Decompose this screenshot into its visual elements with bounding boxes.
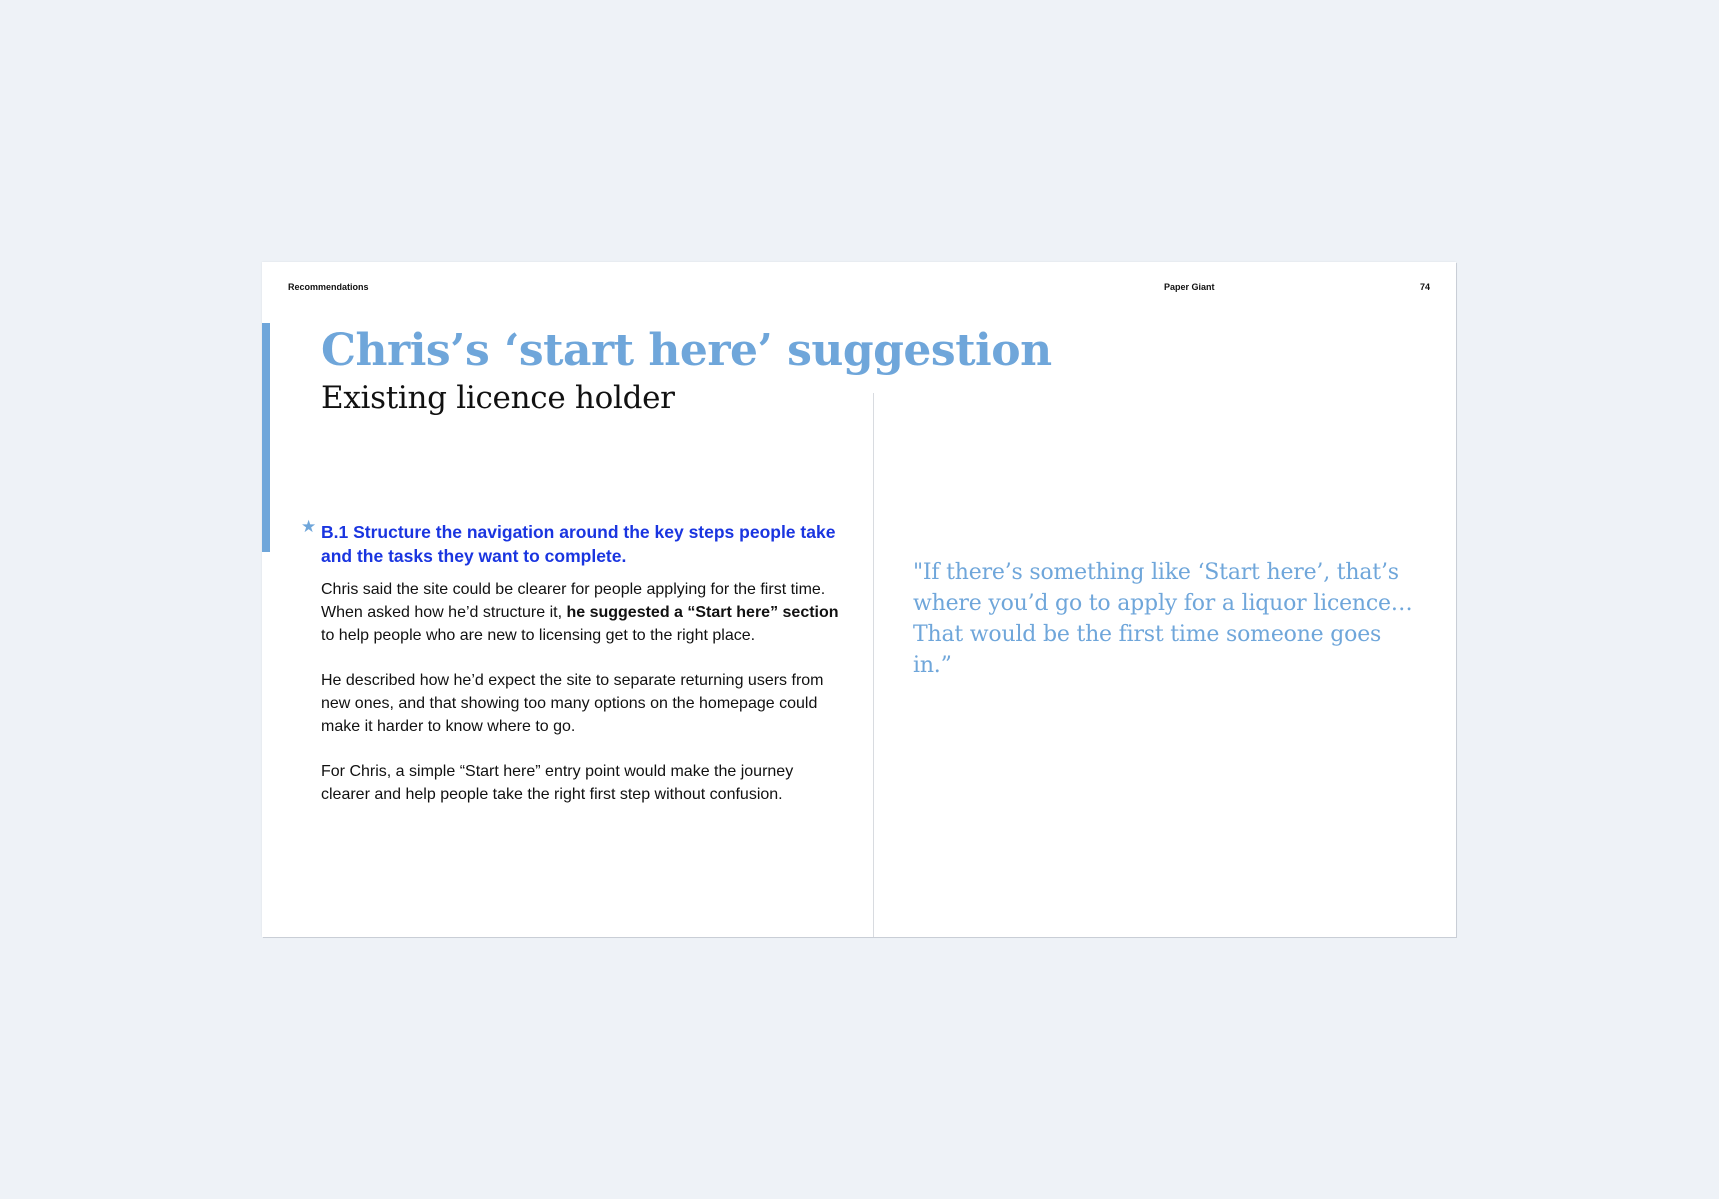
- body-text: [321, 578, 841, 828]
- document-page: [262, 262, 1456, 937]
- body-paragraph-1: [321, 578, 841, 647]
- pull-quote: "If there’s something like ‘Start here’, that’s where you’d go to apply for a liquor licence… That would be the first time someone goes in.”: [913, 560, 1413, 678]
- brand-label: Paper Giant: [1164, 282, 1215, 292]
- accent-bar: [262, 323, 270, 552]
- recommendation-heading: B.1 Structure the navigation around the key steps people take and the tasks they want to complete.: [321, 522, 836, 566]
- body-p1-start: Chris said the site could be clearer for people applying for the first time. When asked how he’d structure it,: [321, 581, 826, 621]
- page-title: Chris’s ‘start here’ suggestion: [321, 325, 1052, 376]
- body-paragraph-3: For Chris, a simple “Start here” entry point would make the journey clearer and help people take the right first step without confusion.: [321, 763, 794, 803]
- body-p1-emphasis: he suggested a “Start here” section: [566, 604, 839, 621]
- section-label: Recommendations: [288, 282, 369, 292]
- star-icon: ★: [301, 517, 317, 537]
- page-number: 74: [1419, 282, 1430, 292]
- column-divider: [873, 393, 874, 937]
- body-p1-end: to help people who are new to licensing get to the right place.: [321, 627, 756, 644]
- page-subtitle: Existing licence holder: [321, 380, 675, 416]
- body-paragraph-2: He described how he’d expect the site to separate returning users from new ones, and that showing too many options on the homepage could make it harder to know where to go.: [321, 672, 824, 735]
